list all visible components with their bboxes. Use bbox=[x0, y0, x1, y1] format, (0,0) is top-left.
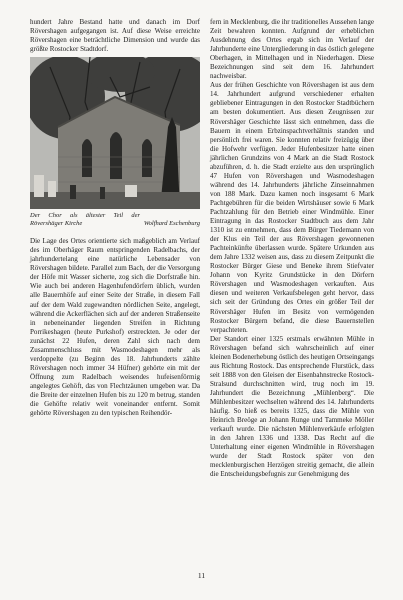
paragraph-top: hundert Jahre Bestand hatte und danach im Dorf Rövershagen aufgegangen ist. Auf diese Weise erreichte Rövershagen eine beträchtliche Dimension und wurde das größte Rostocker Stadtdorf. bbox=[30, 18, 200, 54]
paragraph-2: Aus der frühen Geschichte von Rövershagen ist aus dem 14. Jahrhundert aufgrund verschiedener erhalten gebliebener Eintragungen in den Rostocker Stadtbüchern am besten dokumentiert. Aus diesen Zeugnissen zur Rövershäger Geschichte lässt sich entnehmen, dass die Bauern in einem Erbzinspachtverhältnis standen und persönlich frei waren. Sie konnten relativ freizügig über die Hofwehr verfügen. Jeder Hufenbesitzer hatte einen jährlichen Grundzins von 4 Mark an die Stadt Rostock abzuführen, d. h. die Stadt erzielte aus den ursprünglich 47 Hufen von Rövershagen und Wasmodeshagen während des 14. Jahrhunderts jährliche Zinseinnahmen von 188 Mark. Dazu kamen noch insgesamt 6 Mark Pachtgebühren für die beiden Wirtshäuser sowie 6 Mark Pachtzahlung für den Betrieb einer Windmühle. Einer Eintragung in das Rostocker Stadtbuch aus dem Jahr 1310 ist zu entnehmen, dass dem Bürger Tiedemann von der Klus ein Teil der aus Rövershagen gewonnenen Pachteinkünfte überlassen wurde. Spätere Urkunden aus dem Jahre 1332 weisen aus, dass zu diesem Zeitpunkt die Rostocker Bürger Giese und Beneke ihrem Stiefvater Johann von Kyritz Grundstücke in den Dörfern Rövershagen und Wasmodeshagen verkauften. Aus diesen und weiteren Verkaufsbelegen geht hervor, dass sich seit der Gründung des Ortes ein größer Teil der Rövershäger Hufen im Besitz von vermögenden Rostocker Bürgern befand, die diese Bauernstellen verpachteten. bbox=[210, 81, 374, 334]
paragraph-bottom: Die Lage des Ortes orientierte sich maßgeblich am Verlauf des im Oberhäger Raum entspringenden Radelbachs, der jahrhundertelang eine natürliche Lebensader von Rövershagen bildete. Parallel zum Bach, der die Versorgung der Höfe mit Wasser sicherte, zog sich die Dorfstraße hin. Wie auch bei anderen Hagenhufendörfern üblich, wurden alle Bauernhöfe auf einer Seite der Straße, in diesem Fall auf der dem Wald zugewandten nördlichen Seite, angelegt, während die Ackerflächen sich auf der anderen Straßenseite in nebeneinander liegenden Streifen in Richtung Porrikeshagen (heute Purkshof) erstreckten. Je oder der zunächst 22 Hufen, deren Zahl sich nach dem Zusammenschluss mit Wasmodeshagen mehr als verdoppelte (zu Beginn des 18. Jahrhunderts zählte Rövershagen noch immer 34 Hüfner) gehörte ein mit der Öffnung zum Radelbach weisendes hufeisenförmig angelegtes Gehöft, das von Flechtzäunen umgeben war. Da die Breite der einzelnen Hufen bis zu 120 m betrug, standen die Gehöfte relativ weit voneinander entfernt. Somit gehörte Rövershagen zu den typischen Reihendör- bbox=[30, 237, 200, 418]
left-column bbox=[30, 18, 200, 418]
paragraph-3: Der Standort einer 1325 erstmals erwähnten Mühle in Rövershagen befand sich wahrscheinlich auf einer kleinen Bodenerhebung östlich des heutigen Ortseingangs aus Richtung Rostock. Das entsprechende Flurstück, dass seit 1888 von den Gleisen der Eisenbahnstrecke Rostock-Stralsund durchschnitten wird, trug noch im 19. Jahrhundert die Bezeichnung „Mühlenberg“. Die Mühlenbesitzer wechselten während des 14. Jahrhunderts häufig. So hieß es bereits 1325, dass die Mühle von Heinrich Breöge an Johann Runge und Tammeke Möller verkauft wurde. Die nächsten Mühlenverkäufe erfolgten in den Jahren 1336 und 1338. Das Recht auf die Unterhaltung einer eigenen Windmühle in Rövershagen wurde der Stadt Rostock später von den mecklenburgischen Herzögen streitig gemacht, die allein die Entscheidungsbefugnis zur Genehmigung des bbox=[210, 334, 374, 479]
photo-credit: Wolfhard Eschenburg bbox=[143, 220, 200, 228]
right-column bbox=[210, 18, 374, 479]
paragraph-1: fern in Mecklenburg, die ihr traditionelles Aussehen lange Zeit bewahren konnten. Aufgrund der erheblichen Ausdehnung des Ortes ergab sich im Verlauf der Jahrhunderte eine Untergliederung in das östlich gelegene Oberhagen, in Mittelhagen und in Niederhagen. Diese Bezeichnungen sind seit dem 16. Jahrhundert nachweisbar. bbox=[210, 18, 374, 81]
caption-text: Der Chor als ältester Teil der Rövershäger Kirche bbox=[30, 212, 140, 228]
page-number: 11 bbox=[197, 571, 206, 580]
photo-caption bbox=[30, 212, 200, 228]
church-choir-photo bbox=[30, 57, 200, 209]
